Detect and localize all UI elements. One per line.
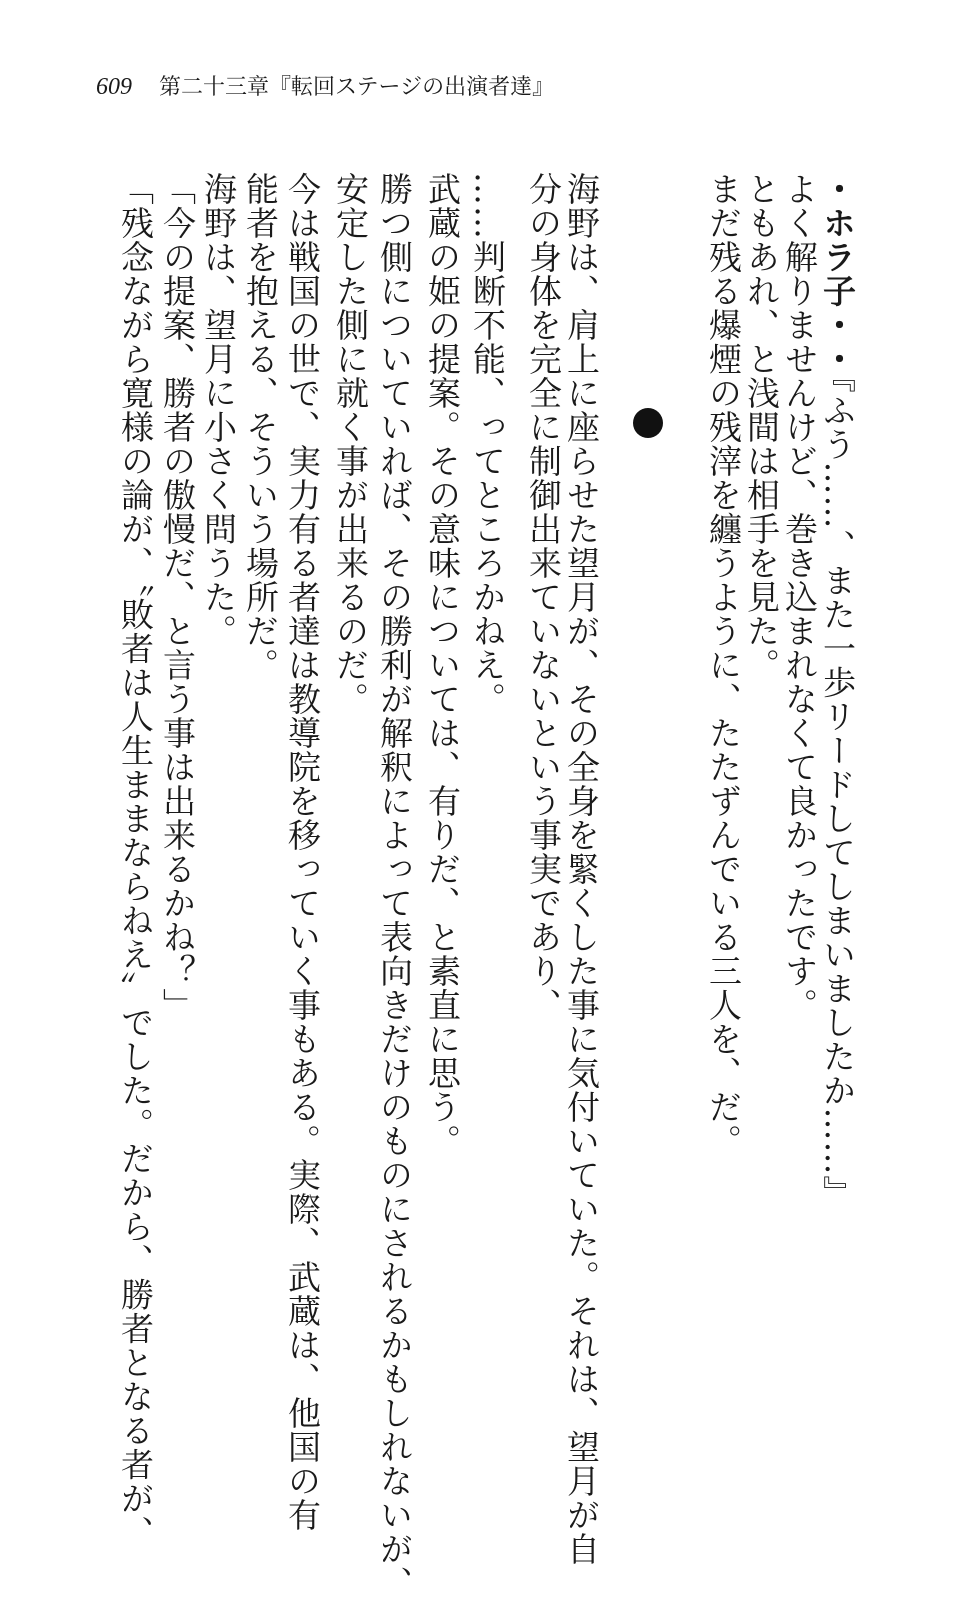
- text-column: 勝つ側についていれば、その勝利が解釈によって表向きだけのものにされるかもしれないが、: [375, 172, 414, 1600]
- text-column: 安定した側に就く事が出来るのだ。: [331, 172, 370, 716]
- speaker-tag: ・ホラ子・・: [818, 172, 857, 376]
- page-header: [96, 72, 554, 103]
- text-column: 武蔵の姫の提案。その意味については、有りだ、と素直に思う。: [423, 172, 462, 1158]
- text-column: 「残念ながら寛様の論が、〝敗者は人生ままならねえ〟でした。だから、勝者となる者が、: [116, 172, 155, 1550]
- page-number: 609: [96, 74, 132, 100]
- text-column: 海野は、望月に小さく問うた。: [199, 172, 238, 648]
- text-column: 海野は、肩上に座らせた望月が、その全身を緊くした事に気付いていた。それは、望月が自: [562, 172, 601, 1566]
- text-column: 「今の提案、勝者の傲慢だ、と言う事は出来るかね？」: [158, 172, 197, 1022]
- text-column: ……判断不能、ってところかねえ。: [468, 172, 507, 716]
- chapter-title: 第二十三章『転回ステージの出演者達』: [159, 75, 555, 100]
- dialogue-text: 『ふう……、また一歩リードしてしまいましたか……』: [818, 376, 857, 1210]
- text-column: 能者を抱える、そういう場所だ。: [241, 172, 280, 682]
- text-column: まだ残る爆煙の残滓を纏うように、たたずんでいる三人を、だ。: [704, 172, 743, 1158]
- text-column: [818, 172, 857, 1332]
- text-column: 分の身体を完全に制御出来ていないという事実であり、: [524, 172, 563, 1022]
- scene-break-dot: [633, 408, 663, 438]
- text-column: 今は戦国の世で、実力有る者達は教導院を移っていく事もある。実際、武蔵は、他国の有: [283, 172, 322, 1532]
- text-column: よく解りませんけど、巻き込まれなくて良かったです。: [780, 172, 819, 1022]
- text-column: ともあれ、と浅間は相手を見た。: [742, 172, 781, 682]
